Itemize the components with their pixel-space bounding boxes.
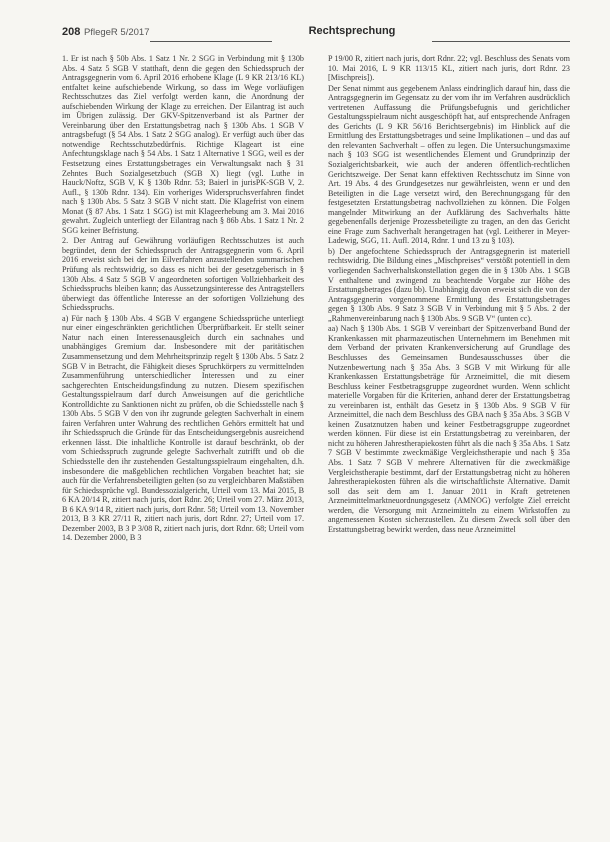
- header-rule-right: [432, 41, 570, 42]
- journal-reference: PflegeR 5/2017: [84, 27, 150, 38]
- paragraph: b) Der angefochtene Schiedsspruch der Antragsgegnerin ist materiell rechtswidrig. Die Bildung eines „Mischpreises“ verstößt potentiell in dem vorliegenden Sachverhaltskonstellation gegen die in § 130b Abs. 1 SGB V enthaltene und zwingend zu beachtende Vorgabe zur Höhe des Erstattungsbetrages (dazu bb). Unabhängig davon erweist sich die von der Antragsgegnerin vorgenommene Ermittlung des Erstattungsbetrages gegen § 130b Abs. 9 Satz 3 SGB V in Verbindung mit § 5 Abs. 2 der „Rahmenvereinbarung nach § 130b Abs. 9 SGB V“ (unten cc).: [328, 246, 570, 323]
- page-header: [62, 24, 570, 42]
- paragraph: aa) Nach § 130b Abs. 1 SGB V vereinbart der Spitzenverband Bund der Krankenkassen mit pharmazeutischen Unternehmern im Benehmen mit dem Verband der privaten Krankenversicherung auf Grundlage des Beschlusses des Gemeinsamen Bundesausschusses über die Nutzenbewertung nach § 35a Abs. 3 SGB V mit Wirkung für alle Krankenkassen Erstattungsbeträge für Arzneimittel, die mit diesem Beschluss keiner Festbetragsgruppe zugeordnet wurden. Wenn schlicht materielle Vorgaben für die Kriterien, anhand derer der Erstattungsbetrag zu vereinbaren ist, enthält das Gesetz in § 130b Abs. 9 SGB V für Arzneimittel, die nach dem Beschluss des GBA nach § 35a Abs. 3 SGB V keinen Zusatznutzen haben und keiner Festbetragsgruppe zugeordnet werden können. Für diese ist ein Erstattungsbetrag zu vereinbaren, der nicht zu höheren Jahrestherapiekosten führt als die nach § 35a Abs. 1 Satz 7 SGB V bestimmte zweckmäßige Vergleichstherapie und nach § 35a Abs. 1 Satz 7 SGB V mehrere Alternativen für die zweckmäßige Vergleichstherapie bestimmt, darf der Erstattungsbetrag nicht zu höheren Jahrestherapiekosten führen als die wirtschaftlichste Alternative. Damit soll das seit dem am 1. Januar 2011 in Kraft getretenen Arzneimittelmarktneuordnungsgesetz (AMNOG) verfolgte Ziel erreicht werden, die Versorgung mit Arzneimitteln zu einem Wirkstoffen zu angemessenen Kosten sicherzustellen. Zu diesem Zweck soll über den Erstattungsbetrag bewirkt werden, dass neue Arzneimittel: [328, 324, 570, 534]
- paragraph: 1. Er ist nach § 50b Abs. 1 Satz 1 Nr. 2 SGG in Verbindung mit § 130b Abs. 4 Satz 5 SGB V statthaft, denn die gegen den Schiedsspruch der Antragsgegnerin vom 6. April 2016 erhobene Klage (L 9 KR 213/16 KL) entfaltet keine aufschiebende Wirkung, so dass im Wege vorläufigen Rechtsschutzes das Ziel verfolgt werden kann, die Anordnung der aufschiebenden Wirkung der Klage zu erreichen. Der Eilantrag ist auch im Übrigen zulässig. Der GKV-Spitzenverband ist als Partner der Vereinbarung über den Erstattungsbetrag nach § 130b Abs. 1 SGB V antragsbefugt (§ 54 Abs. 1 Satz 2 SGG analog). Er verfügt auch über das notwendige Rechtsschutzbedürfnis. Richtige Klageart ist eine Anfechtungsklage nach § 54 Abs. 1 Satz 1 Alternative 1 SGG, weil es der Festsetzung eines Erstattungsbetrages ein Verwaltungsakt nach § 31 Zehntes Buch Sozialgesetzbuch (SGB X) liegt (vgl. Luthe in Hauck/Noftz, SGB V, K § 130b Rdnr. 53; Baierl in jurisPK-SGB V, 2. Aufl., § 130b Rdnr. 134). Ein vorheriges Widerspruchsverfahren findet nach § 130b Abs. 5 Satz 3 SGB V nicht statt. Die Klagefrist von einem Monat (§ 87 Abs. 1 Satz 1 SGG) ist mit Klageerhebung am 3. Mai 2016 gewahrt. Zugleich unterliegt der Eilantrag nach § 86b Abs. 1 Satz 1 Nr. 2 SGG keiner Befristung.: [62, 54, 304, 235]
- section-title: Rechtsprechung: [308, 25, 396, 37]
- header-rule-left: [150, 41, 272, 42]
- paragraph: 2. Der Antrag auf Gewährung vorläufigen Rechtsschutzes ist auch begründet, denn der Schiedsspruch der Antragsgegnerin vom 6. April 2016 erweist sich bei der im Eilverfahren anzustellenden summarischen Prüfung als rechtswidrig, so dass es nicht bei der gesetzgeberisch in § 130b Abs. 4 Satz 5 SGB V angeordneten sofortigen Vollziehbarkeit des Schiedsspruchs bleiben kann; das Aussetzungsinteresse des Antragstellers überwiegt das öffentliche Interesse an der sofortigen Vollziehung des Schiedsspruchs.: [62, 236, 304, 313]
- page-number: 208: [62, 26, 81, 38]
- paragraph: a) Für nach § 130b Abs. 4 SGB V ergangene Schiedssprüche unterliegt nur einer eingeschränkten gerichtlichen Überprüfbarkeit. Er stellt seiner Natur nach einen Interessenausgleich durch ein sachnahes und unabhängiges Gremium dar. Insbesondere mit der paritätischen Zusammensetzung und dem Mehrheitsprinzip regelt § 130b Abs. 5 Satz 2 SGB V in Betracht, die Fähigkeit dieses Spruchkörpers zu vermittelnden Zusammenführung unterschiedlicher Interessen und zu einer sachgerechten Entscheidungsfindung zu nutzen. Diesem spezifischen Gestaltungsspielraum darf durch Anweisungen auf die gerichtliche Kontrolldichte zu Sanktionen nicht zu prüfen, ob die Schiedsstelle nach § 130b Abs. 5 SGB V den von ihr zugrunde gelegten Sachverhalt in einem fairen Verfahren unter Wahrung des rechtlichen Gehörs ermittelt hat und ihr Schiedsspruch die Gründe für das Entscheidungsergebnis ausreichend erkennen lässt. Die inhaltliche Kontrolle ist darauf beschränkt, ob der vom Schiedsspruch zugrunde gelegte Sachverhalt zutrifft und ob die Schiedsstelle den ihr zustehenden Gestaltungsspielraum eingehalten, d.h. insbesondere die maßgeblichen rechtlichen Vorgaben beachtet hat; sie auch für die Verfahrensbeteiligten gelten (so zu vergleichbaren Maßstäben für Schiedssprüche vgl. Bundessozialgericht, Urteil vom 13. Mai 2015, B 6 KA 20/14 R, zitiert nach juris, dort Rdnr. 26; Urteil vom 27. März 2013, B 6 KA 9/14 R, zitiert nach juris, dort Rdnr. 58; Urteil vom 13. November 2013, B 3 KR 27/11 R, zitiert nach juris, dort Rdnr. 27; Urteil vom 17. Dezember 2003, B 3 P 3/08 R, zitiert nach juris, dort Rdnr. 68; Urteil vom 14. Dezember 2000, B 3: [62, 313, 304, 543]
- right-column: [328, 54, 570, 824]
- left-column: [62, 54, 304, 824]
- paragraph: P 19/00 R, zitiert nach juris, dort Rdnr. 22; vgl. Beschluss des Senats vom 10. Mai 2016, L 9 KR 113/15 KL, zitiert nach juris, dort Rdnr. 23 [Mischpreis]).: [328, 54, 570, 83]
- document-page: [62, 24, 570, 824]
- paragraph: Der Senat nimmt aus gegebenem Anlass eindringlich darauf hin, dass die Antragsgegnerin im Gegensatz zu der vom ihr im Verfahren ausdrücklich vertretenen Auffassung die Prüfungsbefugnis und gerichtlicher Gestaltungsspielraum nicht ausgeschöpft hat, auf entsprechende Anfragen des Gerichts (L 9 KR 56/16 Berichtsergebnis) im Hinblick auf die Ermittlung des Erstattungsbetrages und seine Implikationen – und das auf den relevanten Sachverhalt – offen zu legen. Die Untersuchungsmaxime nach § 103 SGG ist wesentlichendes Element und Grundprinzip der Sozialgerichtsbarkeit, wie auch der anderen öffentlich-rechtlichen Gerichtszweige. Der Senat kann effektiven Rechtsschutz im Sinne von Art. 19 Abs. 4 des Grundgesetzes nur gewährleisten, wenn er und den Beteiligten in die Lage versetzt wird, den Berechnungsgang für den festgesetzten Erstattungsbetrag nachvollziehen zu können. Die Folgen mangelnder Mitwirkung an der Aufklärung des Sachverhalts hätte gegebenenfalls derjenige Prozessbeteiligte zu tragen, an den das Gericht eine Frage zum Sachverhalt herangetragen hat (vgl. Leitherer in Meyer-Ladewig, SGG, 11. Aufl. 2014, Rdnr. 1 und 13 zu § 103).: [328, 83, 570, 246]
